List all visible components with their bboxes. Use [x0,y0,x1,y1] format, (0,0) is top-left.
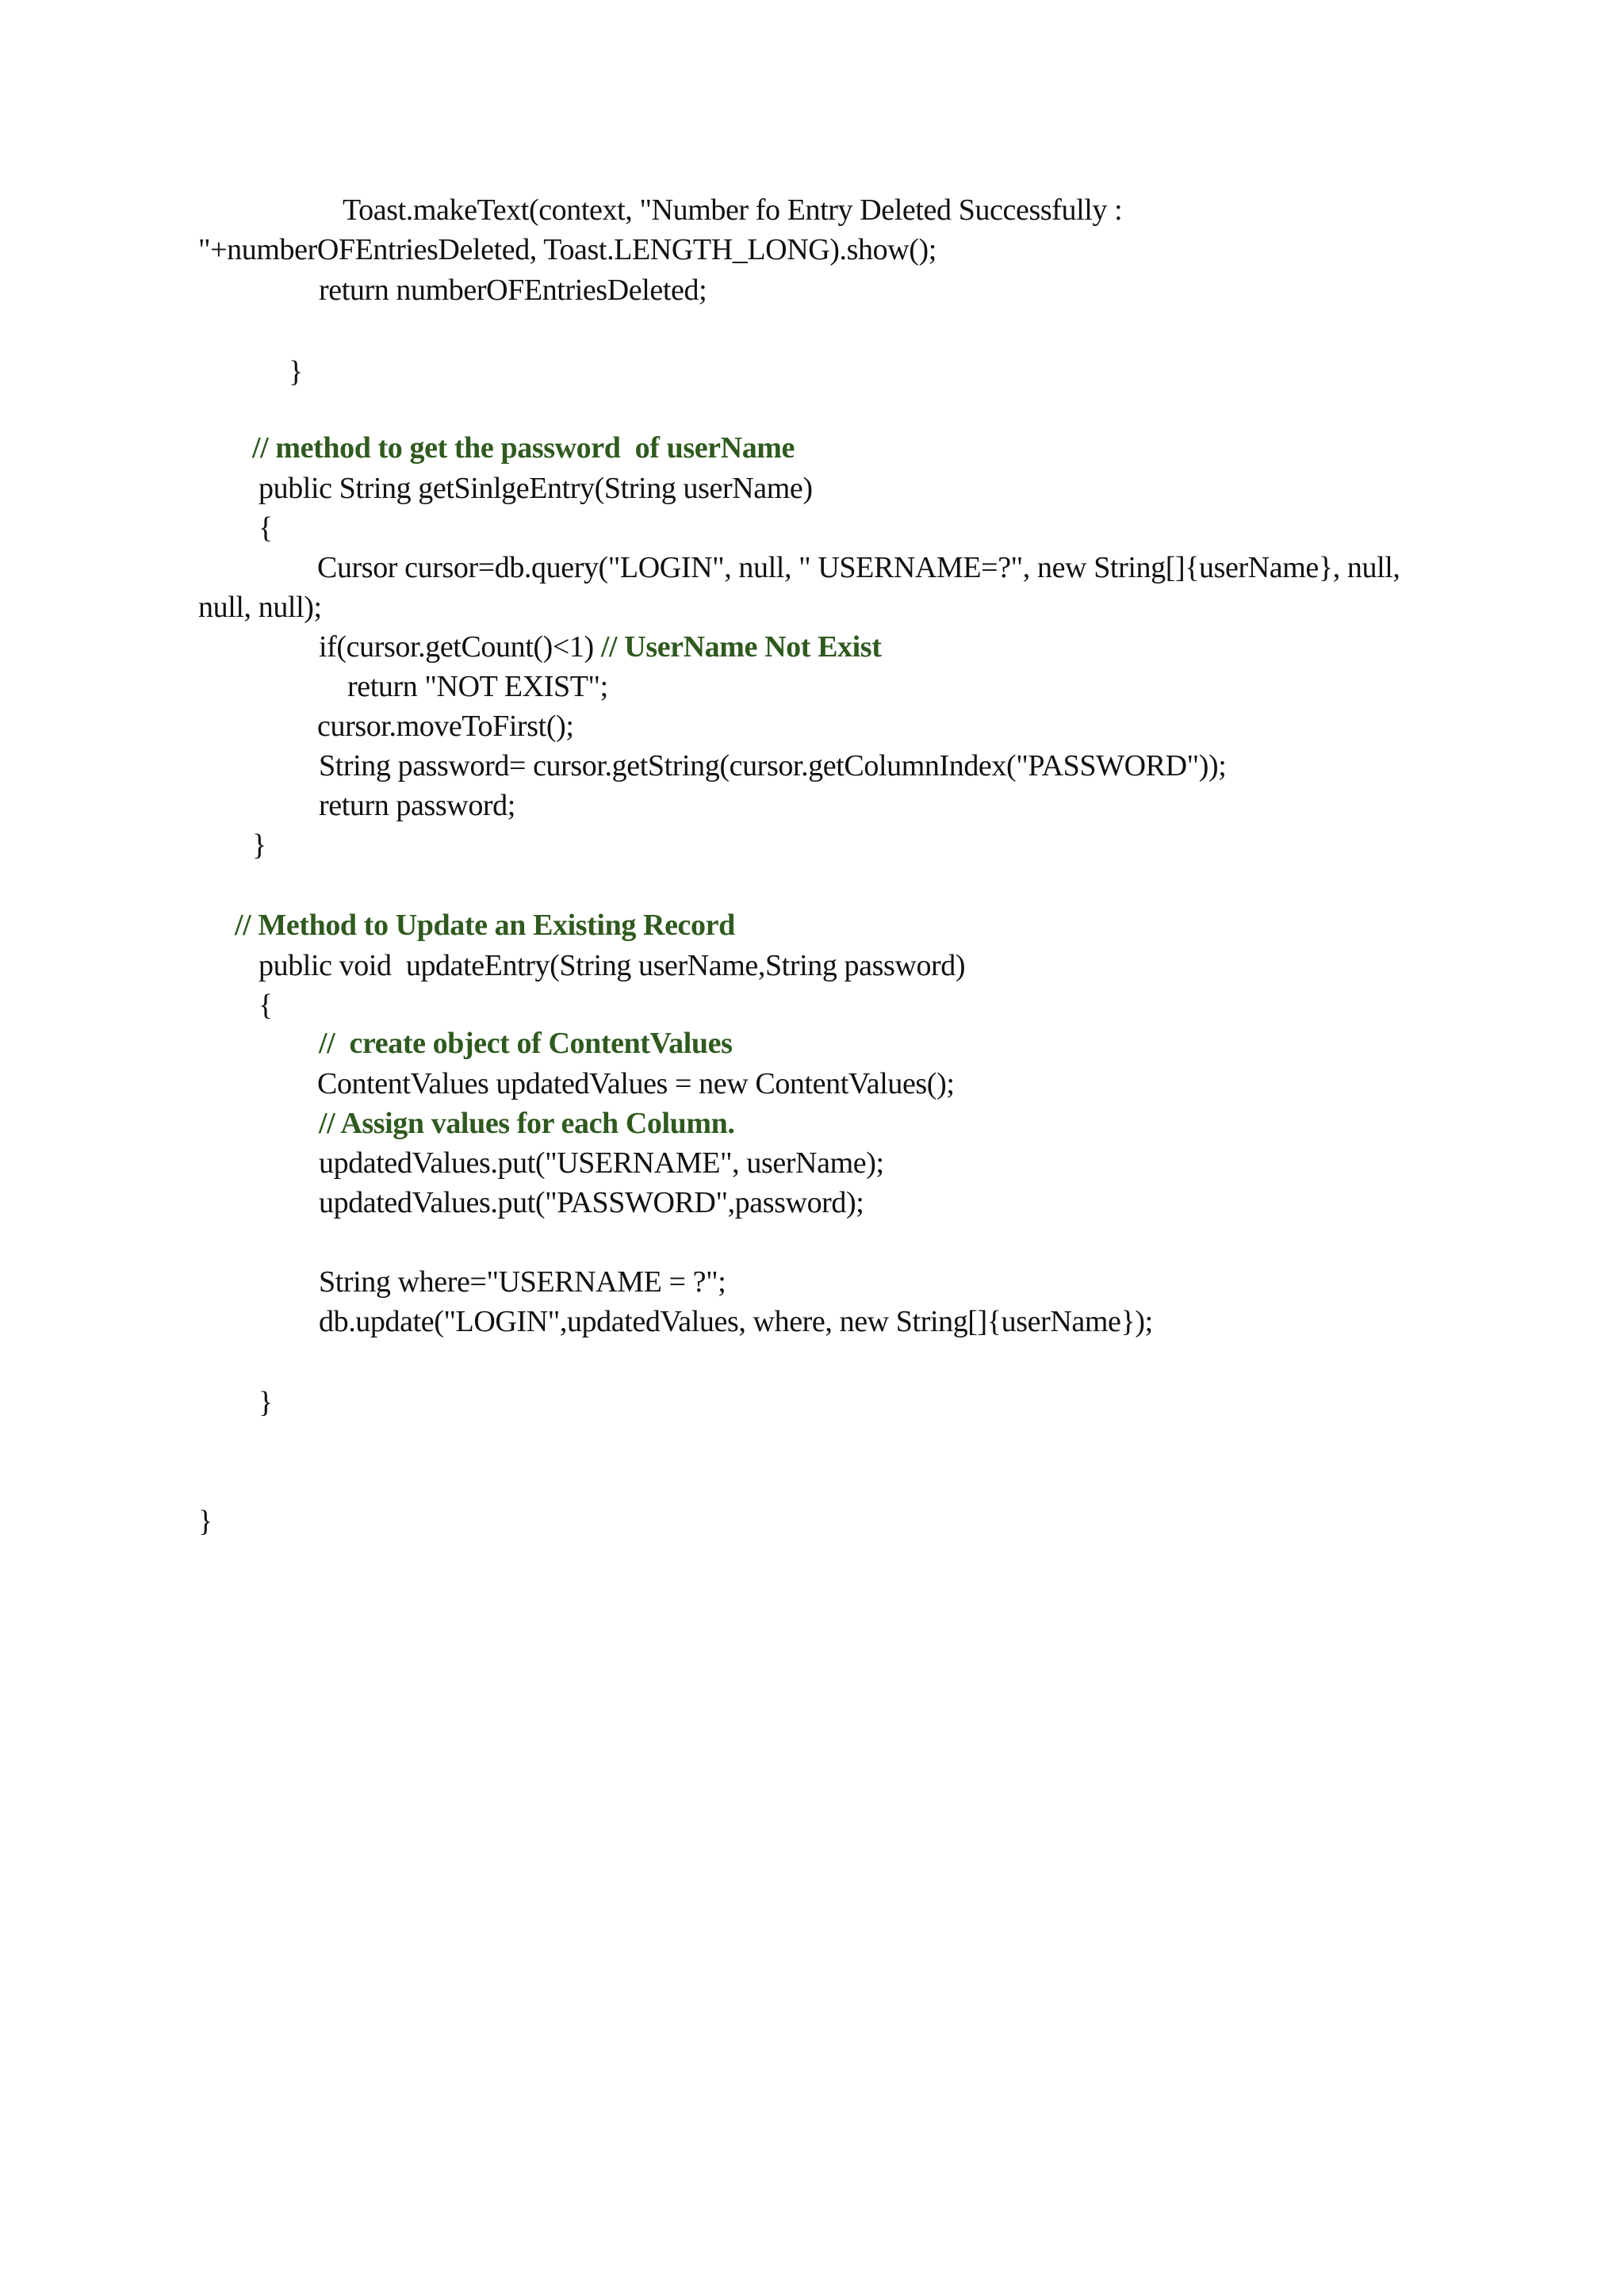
code-line-update-close-brace: } [259,1386,273,1419]
code-comment-create-object: // create object of ContentValues [319,1027,733,1060]
code-line-open-brace: { [259,511,273,545]
code-line-cursor-query-continuation: null, null); [198,591,322,624]
code-comment-assign-values: // Assign values for each Column. [319,1107,735,1140]
code-line-put-username: updatedValues.put("USERNAME", userName); [319,1146,884,1180]
code-line-update-entry: public void updateEntry(String userName,String password) [259,949,966,982]
code-line-return-not-exist: return "NOT EXIST"; [347,670,608,703]
code-line-put-password: updatedValues.put("PASSWORD",password); [319,1186,864,1219]
code-line-close-method-brace: } [252,828,266,862]
code-line-close-brace: } [289,355,303,388]
code-line-return-deleted: return numberOFEntriesDeleted; [319,274,707,307]
code-if-count-text: if(cursor.getCount()<1) [319,630,601,664]
code-line-class-close-brace: } [198,1505,213,1538]
code-line-where-clause: String where="USERNAME = ?"; [319,1265,726,1299]
code-comment-get-password: // method to get the password of userName [252,431,795,465]
code-line-if-count [319,629,881,665]
code-comment-update-record: // Method to Update an Existing Record [235,909,735,942]
code-line-toast-call: Toast.makeText(context, "Number fo Entry Deleted Successfully : [343,193,1123,227]
code-line-cursor-query: Cursor cursor=db.query("LOGIN", null, " USERNAME=?", new String[]{userName}, null, [317,551,1400,584]
code-line-content-values: ContentValues updatedValues = new ContentValues(); [317,1067,955,1100]
code-comment-username-not-exist: // UserName Not Exist [600,630,882,664]
code-line-update-open-brace: { [259,989,273,1022]
code-line-toast-continuation: "+numberOFEntriesDeleted, Toast.LENGTH_LONG).show(); [198,233,936,266]
code-line-get-single-entry: public String getSinlgeEntry(String userName) [259,472,813,505]
code-line-get-password: String password= cursor.getString(cursor.getColumnIndex("PASSWORD")); [319,749,1227,783]
code-line-move-to-first: cursor.moveToFirst(); [317,710,574,743]
code-line-db-update: db.update("LOGIN",updatedValues, where, new String[]{userName}); [319,1305,1153,1338]
code-line-return-password: return password; [319,789,515,822]
